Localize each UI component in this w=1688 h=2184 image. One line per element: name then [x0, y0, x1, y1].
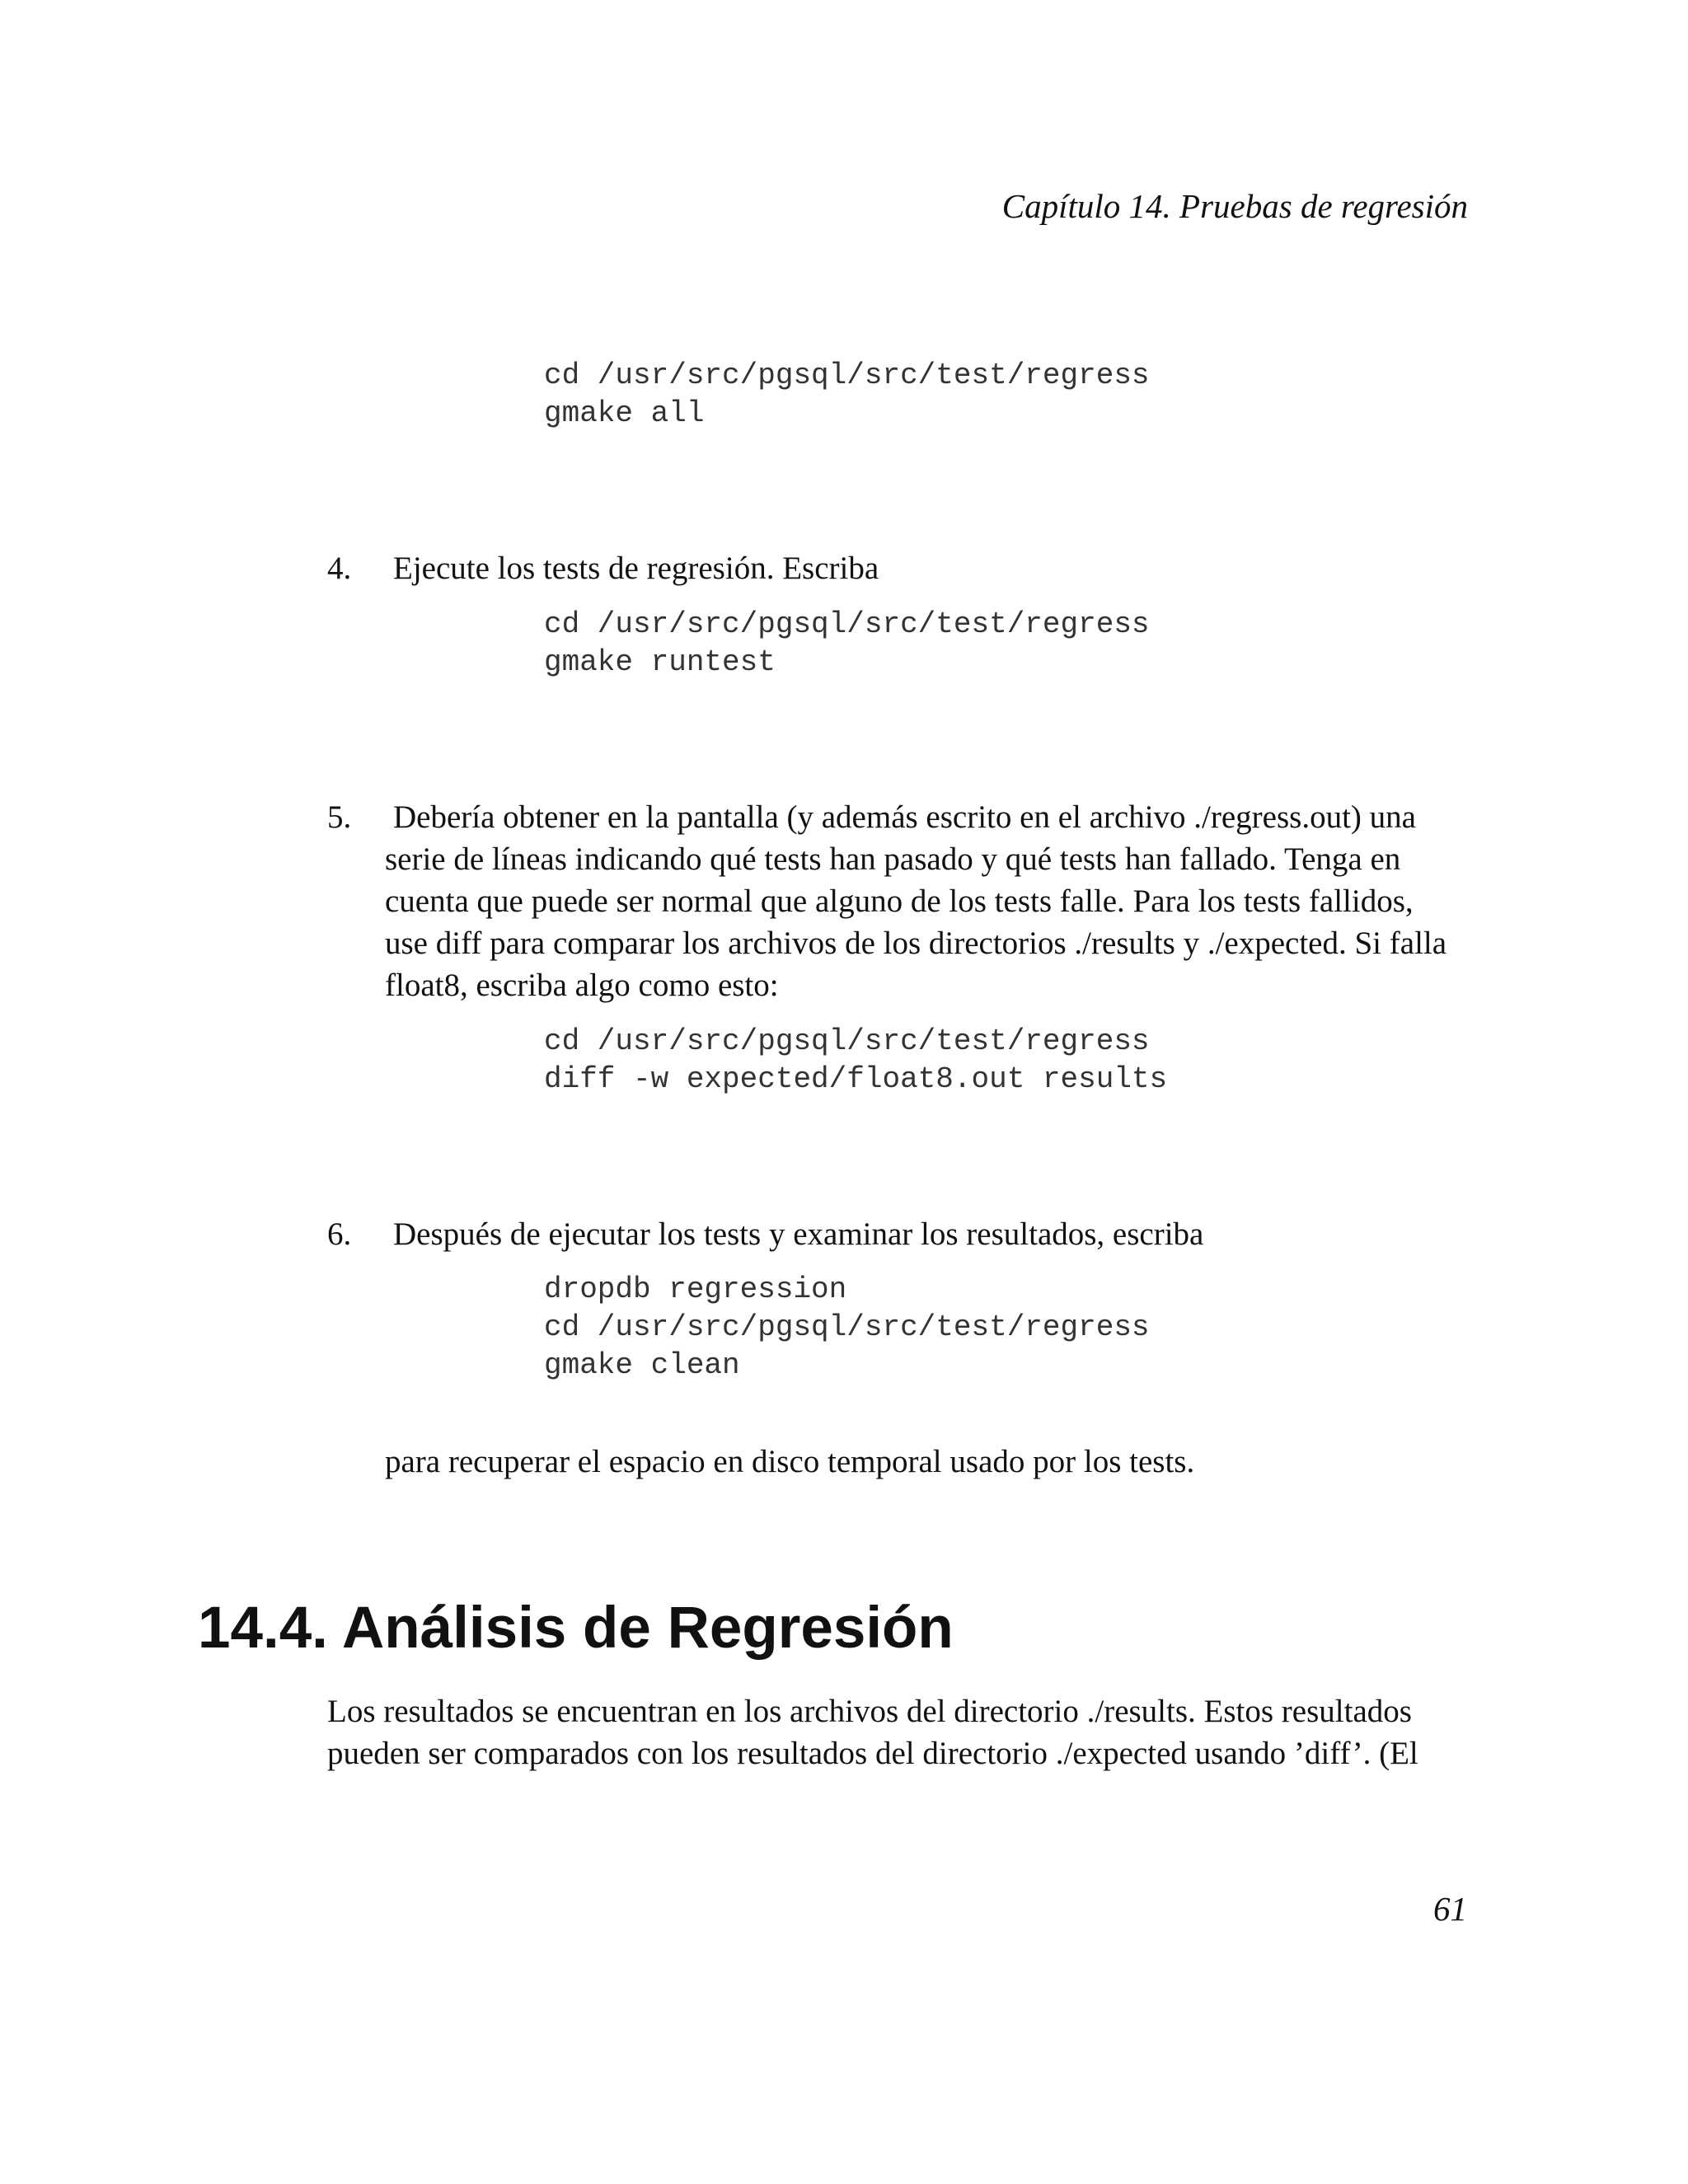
- text-line: Los resultados se encuentran en los archivos del directorio ./results. Estos resultados: [327, 1694, 1412, 1729]
- step-number: 4.: [327, 551, 352, 586]
- step-number: 5.: [327, 799, 352, 835]
- step-5-continuation: [385, 838, 1447, 1006]
- code-line: diff -w expected/float8.out results: [544, 1062, 1168, 1096]
- text-line: float8, escriba algo como esto:: [385, 968, 779, 1003]
- code-block-clean: [544, 1271, 1150, 1385]
- step-text: Después de ejecutar los tests y examinar los resultados, escriba: [393, 1216, 1204, 1252]
- text-line: para recuperar el espacio en disco temporal usado por los tests.: [385, 1444, 1195, 1479]
- text-line: pueden ser comparados con los resultados del directorio ./expected usando ’diff’. (El: [327, 1736, 1418, 1771]
- code-line: cd /usr/src/pgsql/src/test/regress: [544, 1310, 1150, 1344]
- code-line: cd /usr/src/pgsql/src/test/regress: [544, 359, 1150, 392]
- step-text: Ejecute los tests de regresión. Escriba: [393, 551, 879, 586]
- text-line: use diff para comparar los archivos de los directorios ./results y ./expected. Si falla: [385, 926, 1447, 961]
- section-body: [327, 1690, 1418, 1774]
- code-line: gmake clean: [544, 1348, 740, 1382]
- code-line: cd /usr/src/pgsql/src/test/regress: [544, 1024, 1150, 1058]
- step-5: [327, 796, 1416, 838]
- code-line: cd /usr/src/pgsql/src/test/regress: [544, 607, 1150, 641]
- page-number: 61: [1433, 1890, 1467, 1928]
- code-block-diff: [544, 1023, 1167, 1099]
- step-text: Debería obtener en la pantalla (y además escrito en el archivo ./regress.out) una: [393, 799, 1416, 835]
- step-6: [327, 1213, 1203, 1255]
- step-4: [327, 547, 879, 589]
- code-line: gmake all: [544, 396, 705, 430]
- running-header: Capítulo 14. Pruebas de regresión: [1001, 187, 1468, 225]
- code-block-build: [544, 357, 1150, 433]
- section-title: 14.4. Análisis de Regresión: [198, 1596, 954, 1661]
- text-line: cuenta que puede ser normal que alguno de los tests falle. Para los tests fallidos,: [385, 883, 1414, 919]
- code-block-runtest: [544, 606, 1150, 682]
- step-6-after-text: [385, 1441, 1194, 1483]
- step-number: 6.: [327, 1216, 352, 1252]
- text-line: serie de líneas indicando qué tests han pasado y qué tests han fallado. Tenga en: [385, 841, 1401, 877]
- code-line: gmake runtest: [544, 645, 776, 679]
- code-line: dropdb regression: [544, 1272, 847, 1306]
